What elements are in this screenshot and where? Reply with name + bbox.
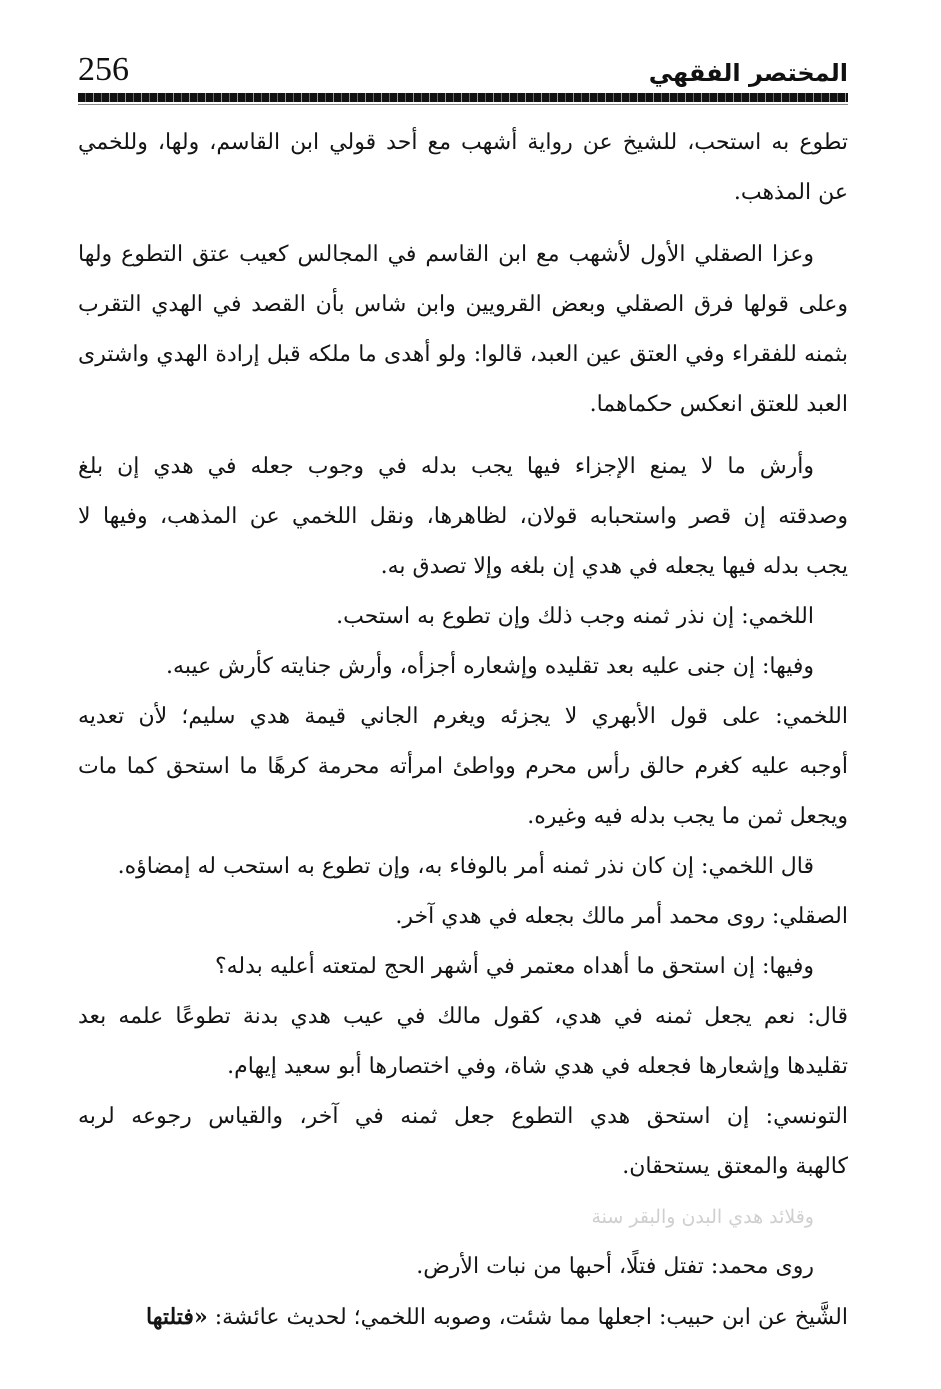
body-line: قال: نعم يجعل ثمنه في هدي، كقول مالك في عيب هدي بدنة تطوعًا علمه بعد bbox=[78, 1004, 848, 1029]
body-line: روى محمد: تفتل فتلًا، أحبها من نبات الأرض. bbox=[416, 1254, 814, 1279]
body-line: كالهبة والمعتق يستحقان. bbox=[622, 1154, 848, 1179]
faded-line: وقلائد هدي البدن والبقر سنة bbox=[591, 1206, 814, 1228]
body-line: وعزا الصقلي الأول لأشهب مع ابن القاسم في المجالس كعيب عتق التطوع ولها bbox=[78, 242, 814, 267]
body-line: تطوع به استحب، للشيخ عن رواية أشهب مع أحد قولي ابن القاسم، ولها، وللخمي bbox=[78, 130, 848, 155]
body-line: وفيها: إن جنى عليه بعد تقليده وإشعاره أجزأه، وأرش جنايته كأرش عيبه. bbox=[166, 654, 814, 679]
body-line: اللخمي: على قول الأبهري لا يجزئه ويغرم الجاني قيمة هدي سليم؛ لأن تعديه bbox=[78, 704, 848, 729]
book-title: المختصر الفقهي bbox=[648, 59, 848, 87]
page-body bbox=[78, 118, 848, 1342]
body-line: التونسي: إن استحق هدي التطوع جعل ثمنه في آخر، والقياس رجوعه لربه bbox=[78, 1104, 848, 1129]
page-number: 256 bbox=[78, 51, 129, 88]
body-line: أوجبه عليه كغرم حالق رأس محرم وواطئ امرأته محرمة كرهًا ما استحق كما مات bbox=[78, 754, 848, 779]
body-line: وأرش ما لا يمنع الإجزاء فيها يجب بدله في وجوب جعله في هدي إن بلغ bbox=[78, 454, 814, 479]
body-line: يجب بدله فيها يجعله في هدي إن بلغه وإلا تصدق به. bbox=[380, 554, 848, 579]
header-rule-thin bbox=[78, 104, 848, 105]
body-line: وعلى قولها فرق الصقلي وبعض القرويين وابن شاس بأن القصد في الهدي التقرب bbox=[78, 292, 848, 317]
body-line-last bbox=[78, 1292, 848, 1342]
body-line: تقليدها وإشعارها فجعله في هدي شاة، وفي اختصارها أبو سعيد إيهام. bbox=[227, 1054, 848, 1079]
body-line: اللخمي: إن نذر ثمنه وجب ذلك وإن تطوع به استحب. bbox=[336, 604, 814, 629]
paragraph-gap bbox=[78, 430, 848, 442]
bold-quote: «فتلتها bbox=[146, 1304, 208, 1330]
paragraph-gap bbox=[78, 218, 848, 230]
header-rule bbox=[78, 93, 848, 102]
body-line-text: الشَّيخ عن ابن حبيب: اجعلها مما شئت، وصوبه اللخمي؛ لحديث عائشة: bbox=[207, 1305, 848, 1330]
body-line: وفيها: إن استحق ما أهداه معتمر في أشهر الحج لمتعته أعليه بدله؟ bbox=[214, 954, 814, 979]
body-line: العبد للعتق انعكس حكماهما. bbox=[589, 392, 848, 417]
body-line: وصدقته إن قصر واستحبابه قولان، لظاهرها، ونقل اللخمي عن المذهب، وفيها لا bbox=[78, 504, 848, 529]
body-line: قال اللخمي: إن كان نذر ثمنه أمر بالوفاء به، وإن تطوع به استحب له إمضاؤه. bbox=[117, 854, 814, 879]
page-header bbox=[78, 40, 848, 90]
body-line: ويجعل ثمن ما يجب بدله فيه وغيره. bbox=[527, 804, 848, 829]
body-line: الصقلي: روى محمد أمر مالك بجعله في هدي آخر. bbox=[395, 904, 848, 929]
body-line: بثمنه للفقراء وفي العتق عين العبد، قالوا: ولو أهدى ما ملكه قبل إرادة الهدي واشترى bbox=[78, 342, 848, 367]
body-line: عن المذهب. bbox=[733, 180, 848, 205]
